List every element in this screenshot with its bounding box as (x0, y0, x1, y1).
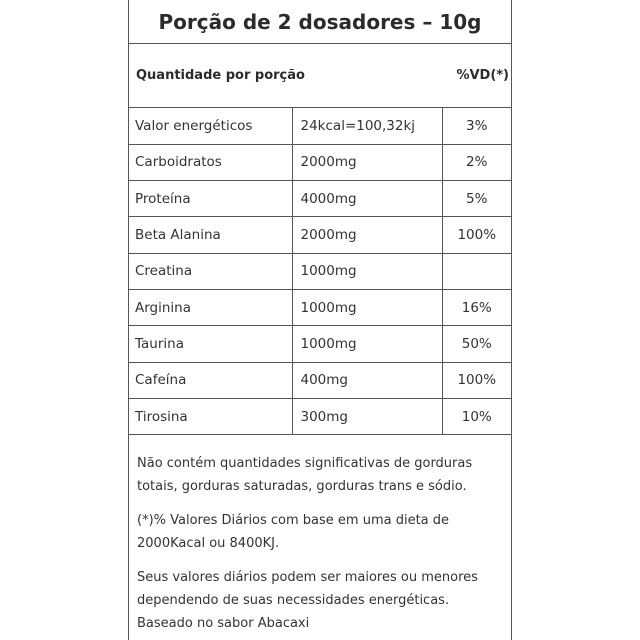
nutrient-name: Carboidratos (129, 144, 292, 180)
daily-value-note-line: (*)% Valores Diários com base em uma dieta de (137, 513, 450, 528)
daily-needs-note-line: dependendo de suas necessidades energéticas. (137, 593, 450, 608)
nutrient-name: Creatina (129, 253, 292, 289)
nutrient-name: Proteína (129, 181, 292, 217)
nutrient-name: Cafeína (129, 362, 292, 398)
table-row (129, 181, 511, 217)
daily-value-note (137, 509, 505, 555)
nutrition-facts-panel (128, 0, 512, 640)
nutrient-amount: 1000mg (292, 326, 442, 362)
fats-note-line: Não contém quantidades significativas de gorduras (137, 456, 473, 471)
table-row (129, 253, 511, 289)
flavor-note: Baseado no sabor Abacaxi (137, 616, 310, 631)
nutrient-daily-value: 3% (442, 108, 511, 144)
table-row (129, 108, 511, 144)
nutrient-name: Taurina (129, 326, 292, 362)
nutrient-amount: 4000mg (292, 181, 442, 217)
table-header (129, 44, 511, 108)
daily-needs-note-line: Seus valores diários podem ser maiores ou menores (137, 570, 478, 585)
nutrient-daily-value: 100% (442, 362, 511, 398)
daily-value-note-line: 2000Kacal ou 8400KJ. (137, 536, 280, 551)
table-row (129, 289, 511, 325)
nutrient-amount: 1000mg (292, 289, 442, 325)
table-row (129, 398, 511, 434)
nutrient-amount: 300mg (292, 398, 442, 434)
nutrient-daily-value: 10% (442, 398, 511, 434)
nutrient-amount: 400mg (292, 362, 442, 398)
nutrient-name: Arginina (129, 289, 292, 325)
nutrient-amount: 2000mg (292, 144, 442, 180)
nutrient-daily-value: 5% (442, 181, 511, 217)
footnotes (137, 452, 505, 635)
nutrient-daily-value: 16% (442, 289, 511, 325)
daily-needs-note (137, 566, 505, 635)
nutrient-name: Valor energéticos (129, 108, 292, 144)
fats-note-line: totais, gorduras saturadas, gorduras trans e sódio. (137, 479, 467, 494)
nutrient-name: Beta Alanina (129, 217, 292, 253)
fats-note (137, 452, 505, 498)
table-row (129, 217, 511, 253)
nutrient-daily-value (442, 253, 511, 289)
nutrient-amount: 1000mg (292, 253, 442, 289)
nutrient-daily-value: 100% (442, 217, 511, 253)
nutrient-name: Tirosina (129, 398, 292, 434)
table-row (129, 326, 511, 362)
nutrient-amount: 24kcal=100,32kj (292, 108, 442, 144)
daily-value-header: %VD(*) (456, 68, 509, 83)
nutrient-daily-value: 2% (442, 144, 511, 180)
quantity-per-serving-header: Quantidade por porção (136, 68, 305, 83)
table-row (129, 362, 511, 398)
nutrition-table (129, 108, 511, 435)
serving-size-title: Porção de 2 dosadores – 10g (129, 0, 511, 44)
nutrient-daily-value: 50% (442, 326, 511, 362)
nutrient-amount: 2000mg (292, 217, 442, 253)
table-row (129, 144, 511, 180)
